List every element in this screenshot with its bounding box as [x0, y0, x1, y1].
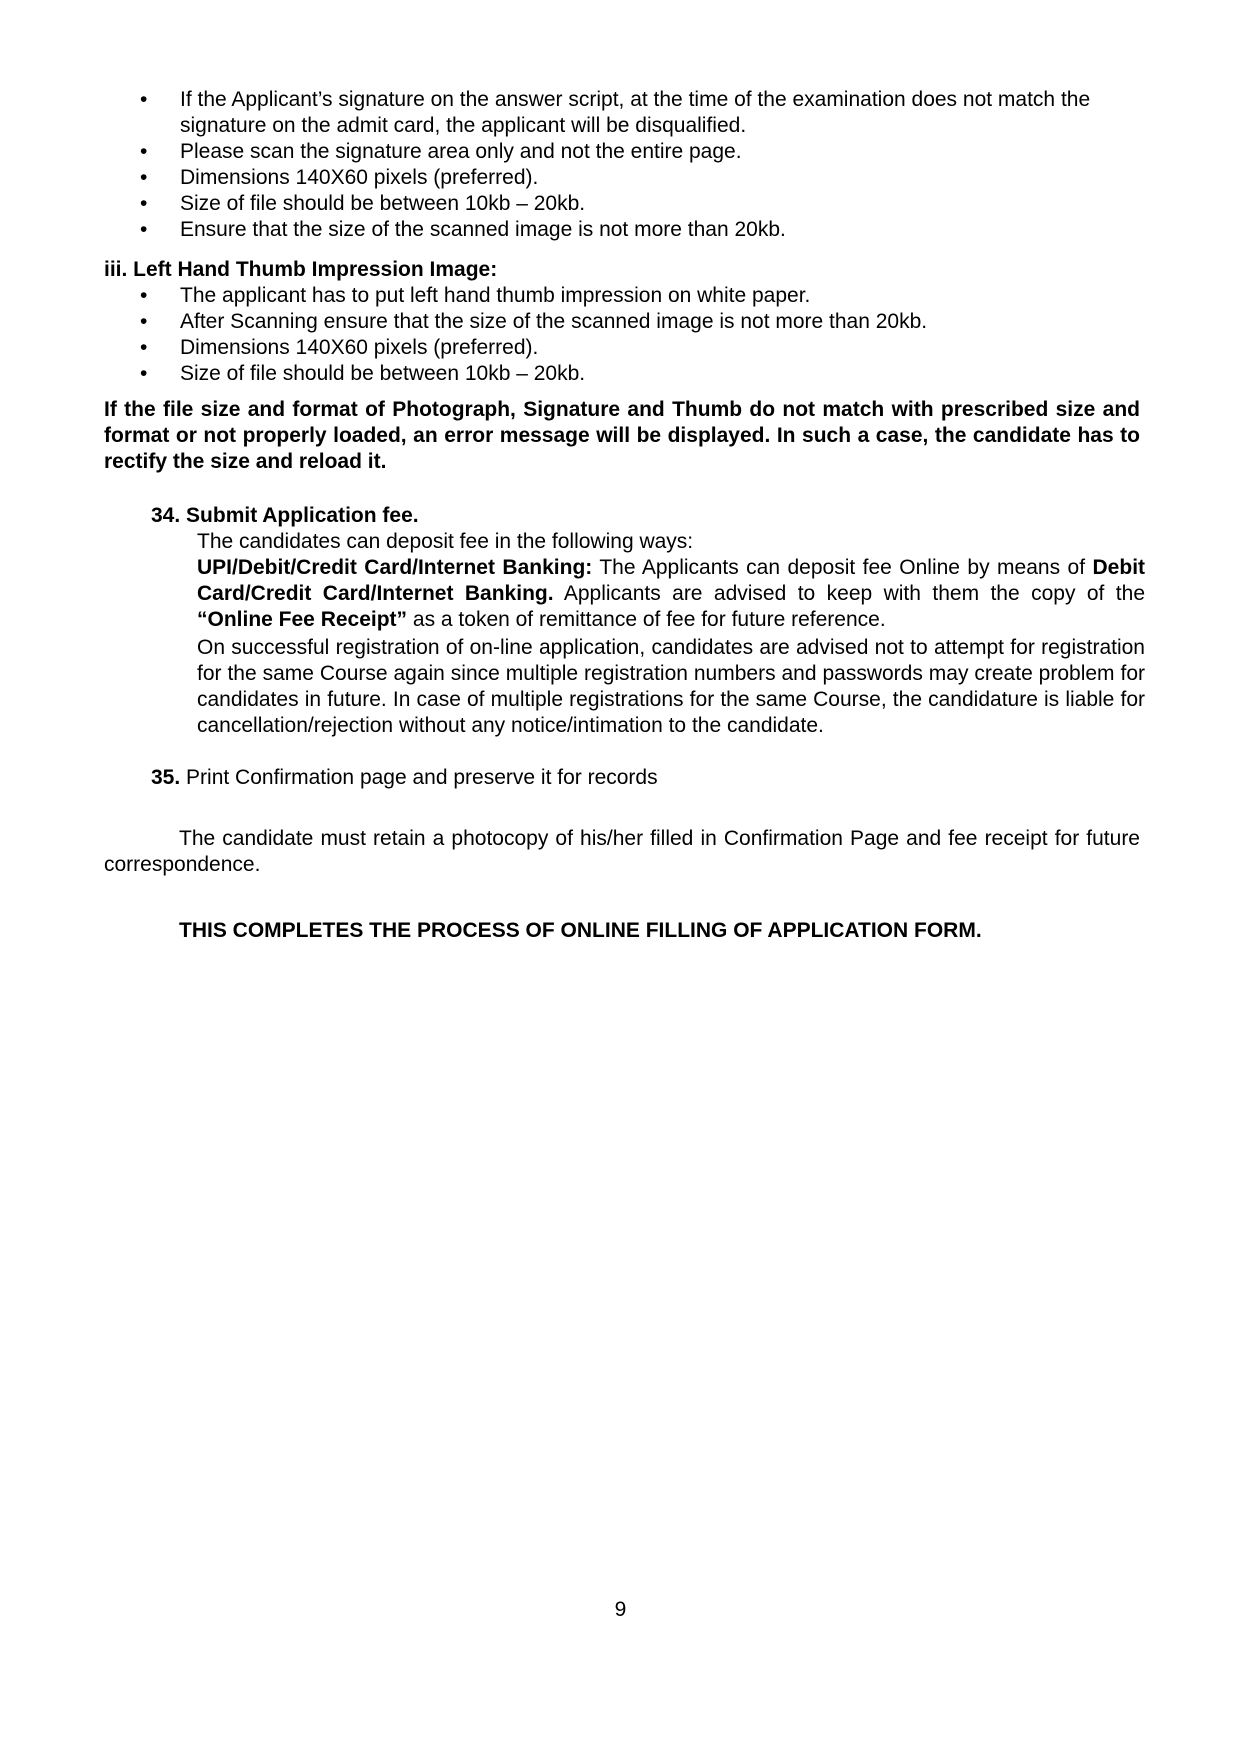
list-item: • Please scan the signature area only and not the entire page.	[140, 140, 742, 163]
step-34-intro: The candidates can deposit fee in the following ways:	[197, 530, 694, 553]
list-item: • Ensure that the size of the scanned image is not more than 20kb.	[140, 218, 786, 241]
list-item: • If the Applicant’s signature on the answer script, at the time of the examination does not match the signature on the admit card, the applicant will be disqualified.	[140, 88, 1091, 137]
step-34-registration-note: On successful registration of on-line application, candidates are advised not to attempt for registration for the same Course again since multiple registration numbers and passwords may create problem for candidates in future. In case of multiple registrations for the same Course, the candidature is liable for cancellation/rejection without any notice/intimation to the candidate.	[197, 636, 1145, 737]
bullet-icon: •	[140, 284, 148, 307]
bullet-icon: •	[140, 218, 148, 241]
thumb-section-heading: iii. Left Hand Thumb Impression Image:	[104, 258, 498, 281]
list-item: • Dimensions 140X60 pixels (preferred).	[140, 336, 539, 359]
list-item: • The applicant has to put left hand thumb impression on white paper.	[140, 284, 811, 307]
step-34-heading: 34. Submit Application fee.	[151, 504, 419, 527]
list-item: • Dimensions 140X60 pixels (preferred).	[140, 166, 539, 189]
step-34-upi-paragraph: UPI/Debit/Credit Card/Internet Banking: The Applicants can deposit fee Online by means of Debit Card/Credit Card/Internet Banking. Applicants are advised to keep with them the copy of the “Online Fee Receipt” as a token of remittance of fee for future reference.	[197, 556, 1146, 631]
thumb-bullet-list	[140, 283, 1140, 387]
list-item: • After Scanning ensure that the size of the scanned image is not more than 20kb.	[140, 310, 928, 333]
step-35	[151, 765, 658, 791]
list-item: • Size of file should be between 10kb – 20kb.	[140, 192, 586, 215]
bullet-icon: •	[140, 362, 148, 385]
bullet-icon: •	[140, 166, 148, 189]
upi-label: UPI/Debit/Credit Card/Internet Banking:	[197, 556, 593, 579]
bullet-icon: •	[140, 192, 148, 215]
bullet-icon: •	[140, 88, 148, 111]
completion-message: THIS COMPLETES THE PROCESS OF ONLINE FILLING OF APPLICATION FORM.	[179, 919, 982, 942]
step-35-text: Print Confirmation page and preserve it for records	[186, 766, 658, 789]
step-35-number: 35.	[151, 766, 181, 789]
signature-bullet-list	[140, 87, 1140, 243]
bullet-icon: •	[140, 140, 148, 163]
retain-note: The candidate must retain a photocopy of his/her filled in Confirmation Page and fee receipt for future correspondence.	[104, 827, 1140, 876]
page-number: 9	[614, 1598, 627, 1621]
list-item: • Size of file should be between 10kb – 20kb.	[140, 362, 586, 385]
error-notice: If the file size and format of Photograph, Signature and Thumb do not match with prescribed size and format or not properly loaded, an error message will be displayed. In such a case, the candidate has to rectify the size and reload it.	[104, 398, 1140, 473]
bullet-icon: •	[140, 336, 148, 359]
bullet-icon: •	[140, 310, 148, 333]
